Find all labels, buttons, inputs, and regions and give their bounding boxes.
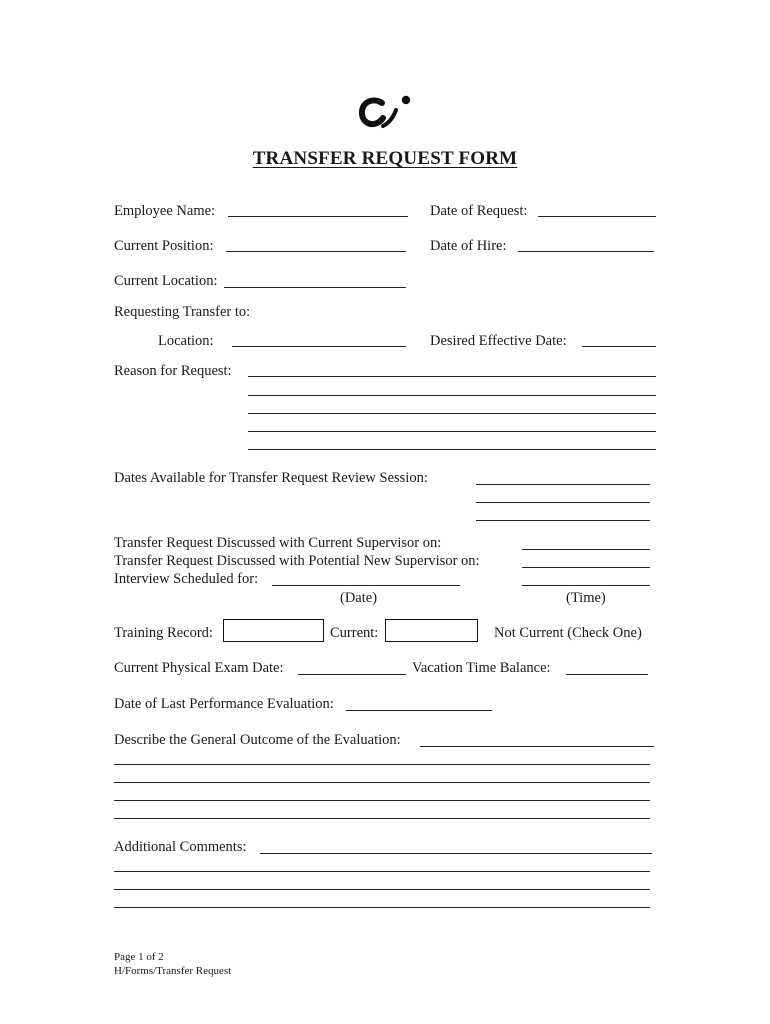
last-eval-field[interactable] bbox=[346, 710, 492, 711]
company-logo bbox=[356, 94, 412, 134]
current-checkbox[interactable] bbox=[385, 619, 478, 642]
reason-line-5[interactable] bbox=[248, 449, 656, 450]
desired-effective-date-field[interactable] bbox=[582, 346, 656, 347]
location-label: Location: bbox=[158, 333, 214, 349]
interview-date-field[interactable] bbox=[272, 585, 460, 586]
not-current-label: Not Current (Check One) bbox=[494, 625, 642, 641]
requesting-transfer-label: Requesting Transfer to: bbox=[114, 304, 251, 320]
current-location-label: Current Location: bbox=[114, 273, 218, 289]
dates-available-line-3[interactable] bbox=[476, 520, 650, 521]
additional-comments-label: Additional Comments: bbox=[114, 839, 247, 855]
current-position-label: Current Position: bbox=[114, 238, 214, 254]
time-caption: (Time) bbox=[566, 590, 606, 606]
discussed-current-label: Transfer Request Discussed with Current Supervisor on: bbox=[114, 535, 442, 551]
date-of-hire-field[interactable] bbox=[518, 251, 654, 252]
comments-line-1[interactable] bbox=[260, 853, 652, 854]
current-label: Current: bbox=[330, 625, 379, 641]
outcome-line-3[interactable] bbox=[114, 782, 650, 783]
outcome-line-2[interactable] bbox=[114, 764, 650, 765]
date-of-request-field[interactable] bbox=[538, 216, 656, 217]
discussed-potential-label: Transfer Request Discussed with Potential New Supervisor on: bbox=[114, 553, 480, 569]
current-location-field[interactable] bbox=[224, 287, 406, 288]
date-of-hire-label: Date of Hire: bbox=[430, 238, 507, 254]
describe-outcome-label: Describe the General Outcome of the Evaluation: bbox=[114, 732, 401, 748]
physical-exam-label: Current Physical Exam Date: bbox=[114, 660, 284, 676]
training-record-label: Training Record: bbox=[114, 625, 213, 641]
comments-line-4[interactable] bbox=[114, 907, 650, 908]
vacation-field[interactable] bbox=[566, 674, 648, 675]
outcome-line-1[interactable] bbox=[420, 746, 654, 747]
outcome-line-4[interactable] bbox=[114, 800, 650, 801]
current-position-field[interactable] bbox=[226, 251, 406, 252]
dates-available-line-2[interactable] bbox=[476, 502, 650, 503]
interview-time-field[interactable] bbox=[522, 585, 650, 586]
outcome-line-5[interactable] bbox=[114, 818, 650, 819]
comments-line-3[interactable] bbox=[114, 889, 650, 890]
comments-line-2[interactable] bbox=[114, 871, 650, 872]
form-title: TRANSFER REQUEST FORM bbox=[252, 148, 518, 169]
training-record-checkbox[interactable] bbox=[223, 619, 324, 642]
physical-exam-field[interactable] bbox=[298, 674, 406, 675]
employee-name-label: Employee Name: bbox=[114, 203, 216, 219]
page-number: Page 1 of 2 bbox=[114, 951, 164, 963]
location-field[interactable] bbox=[232, 346, 406, 347]
reason-line-4[interactable] bbox=[248, 431, 656, 432]
dates-available-label: Dates Available for Transfer Request Review Session: bbox=[114, 470, 428, 486]
discussed-potential-field[interactable] bbox=[522, 567, 650, 568]
interview-label: Interview Scheduled for: bbox=[114, 571, 259, 587]
reason-line-2[interactable] bbox=[248, 395, 656, 396]
document-path: H/Forms/Transfer Request bbox=[114, 965, 232, 977]
vacation-label: Vacation Time Balance: bbox=[412, 660, 551, 676]
desired-effective-date-label: Desired Effective Date: bbox=[430, 333, 567, 349]
dates-available-line-1[interactable] bbox=[476, 484, 650, 485]
reason-line-1[interactable] bbox=[248, 376, 656, 377]
last-eval-label: Date of Last Performance Evaluation: bbox=[114, 696, 334, 712]
date-caption: (Date) bbox=[340, 590, 378, 606]
date-of-request-label: Date of Request: bbox=[430, 203, 528, 219]
reason-line-3[interactable] bbox=[248, 413, 656, 414]
discussed-current-field[interactable] bbox=[522, 549, 650, 550]
employee-name-field[interactable] bbox=[228, 216, 408, 217]
reason-label: Reason for Request: bbox=[114, 363, 232, 379]
